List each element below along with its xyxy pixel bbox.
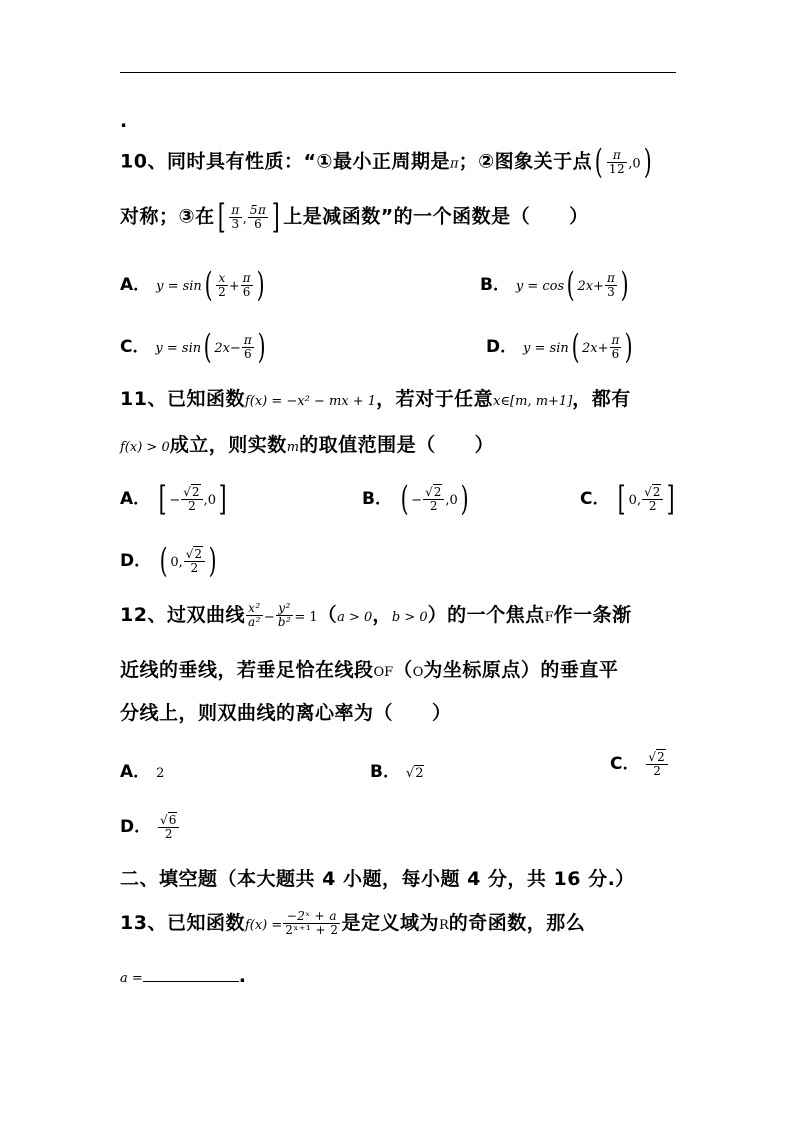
q11-option-b: B． ( − $\frac{√2}{2}$ ,0) (362, 479, 469, 519)
q12-line2: 近线的垂线，若垂足恰在线段OF（O为坐标原点）的垂直平 (120, 659, 619, 681)
q13-answer-line: a = . (120, 965, 247, 987)
q12-line3: 分线上，则双曲线的离心率为（ ） (120, 702, 452, 724)
header-rule (120, 72, 676, 73)
q11-line1: 11、已知函数f(x) = −x² − mx + 1，若对于任意x∈[m, m+1]，都有 (120, 388, 631, 410)
q10-option-b: B． y = cos( 2x+ $\frac{\pi}{3}$ ) (480, 265, 629, 305)
q10-option-a: A． y = sin( $\frac{x}{2}$ + $\frac{\pi}{6}$ ) (120, 265, 265, 305)
section-heading: 二、填空题（本大题共 4 小题，每小题 4 分，共 16 分.） (120, 868, 635, 890)
interval-end-fraction: $\frac{5\pi}{6}$ (249, 202, 267, 231)
q12-option-b: B． √2 (370, 762, 424, 782)
q10-option-c: C． y = sin( 2x− $\frac{\pi}{6}$ ) (120, 327, 266, 367)
q10-line2: 对称；③在[ $\frac{\pi}{3}$ , $\frac{5\pi}{6}$ ] 上是减函数”的一个函数是（ ） (120, 197, 589, 237)
q13-line1: 13、已知函数f(x) = $\frac{\text{−2ˣ + a}}{\text{2ˣ⁺¹ + 2}}$ 是定义域为R的奇函数，那么 (120, 909, 586, 937)
q11-option-a: A． [ − $\frac{√2}{2}$ ,0] (120, 479, 227, 519)
stray-dot: . (120, 110, 128, 132)
point-fraction: $\frac{\pi}{12}$ (608, 147, 626, 176)
q10-line1: 10、同时具有性质：“①最小正周期是π；②图象关于点( $\frac{\pi}{12}$ ,0) (120, 142, 652, 182)
q11-option-c: C． [ 0, $\frac{√2}{2}$ ] (580, 479, 675, 519)
q11-option-d: D． ( 0, $\frac{√2}{2}$ ) (120, 541, 217, 581)
q12-option-a: A． 2 (120, 762, 165, 782)
answer-blank[interactable] (143, 969, 239, 982)
q12-option-d: D． $\frac{√6}{2}$ (120, 812, 180, 841)
interval-start-fraction: $\frac{\pi}{3}$ (231, 202, 240, 231)
q10-option-d: D． y = sin( 2x+ $\frac{\pi}{6}$ ) (486, 327, 634, 367)
q12-option-c: C． $\frac{√2}{2}$ (610, 749, 669, 778)
q12-line1: 12、过双曲线 $\frac{\text{x²}}{\text{a²}}$ − $\frac{\text{y²}}{\text{b²}}$ = 1（a > 0，b > 0）的一个焦点F作一条渐 (120, 601, 632, 629)
q11-line2: f(x) > 0成立，则实数m的取值范围是（ ） (120, 434, 495, 456)
